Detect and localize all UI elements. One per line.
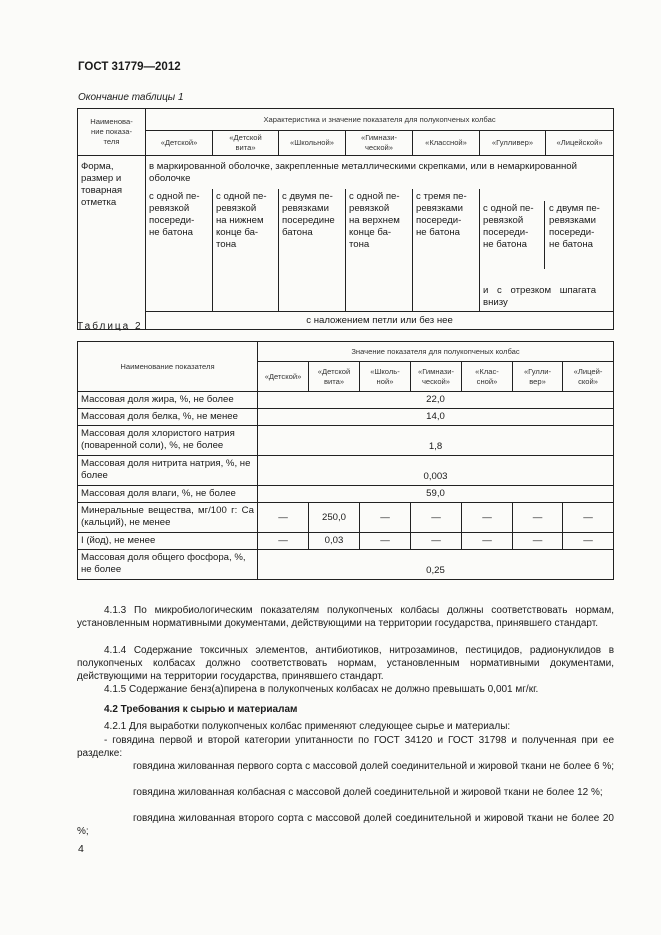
document-header: ГОСТ 31779—2012 [78, 61, 181, 73]
t2-value: 22,0 [258, 392, 614, 409]
t1-cell: с двумя пе- ревязками посередине батона [279, 189, 346, 312]
t2-value: 250,0 [309, 503, 360, 533]
t1-column-header: «Школьной» [279, 131, 346, 156]
t2-row-label: Массовая доля белка, %, не менее [78, 409, 258, 426]
t2-column-header: «Гимнази- ческой» [411, 362, 462, 392]
t2-value: 0,03 [309, 533, 360, 550]
t2-value: — [411, 503, 462, 533]
paragraph-4-2-1: 4.2.1 Для выработки полукопченых колбас применяют следующее сырье и материалы: [104, 721, 511, 732]
table2-title: Таблица 2 [77, 321, 143, 332]
t1-row-span-text: в маркированной оболочке, закрепленные металлическими скрепками, или в немаркированной оболочке [146, 156, 614, 190]
t1-row-label: Форма, размер и товарная отметка [78, 156, 146, 330]
t2-value: 14,0 [258, 409, 614, 426]
list-item: говядина жилованная колбасная с массовой долей соединительной и жировой ткани не более 12 %; [133, 787, 603, 798]
t2-row-label: Массовая доля нитрита натрия, %, не более [78, 456, 258, 486]
t2-row-label: Минеральные вещества, мг/100 г: Са (кальций), не менее [78, 503, 258, 533]
t2-value: — [513, 503, 563, 533]
t2-value: 0,25 [258, 550, 614, 580]
t1-cell: с тремя пе- ревязками посереди- не батона [413, 189, 480, 312]
t1-column-header: «Лицейской» [546, 131, 614, 156]
t2-column-header: «Лицей- ской» [563, 362, 614, 392]
section-heading-4-2: 4.2 Требования к сырью и материалам [104, 704, 298, 715]
t1-extra-note: и с отрезком шпагата внизу [480, 283, 614, 312]
paragraph-4-1-5: 4.1.5 Содержание бенз(а)пирена в полукопченых колбасах не должно превышать 0,001 мг/кг. [104, 684, 539, 695]
t2-value: — [563, 533, 614, 550]
t1-cell: с одной пе- ревязкой на верхнем конце ба- тона [346, 189, 413, 312]
t1-column-header: «Гимнази- ческой» [346, 131, 413, 156]
t2-value: — [513, 533, 563, 550]
t1-bottom-span: с наложением петли или без нее [146, 312, 614, 330]
t2-value: 0,003 [258, 456, 614, 486]
t2-row-label: I (йод), не менее [78, 533, 258, 550]
t2-value: — [462, 503, 513, 533]
t2-value: — [258, 503, 309, 533]
t2-value: — [360, 533, 411, 550]
t2-value: — [563, 503, 614, 533]
t2-value: 59,0 [258, 486, 614, 503]
t1-cell: с одной пе- ревязкой посереди- не батона [483, 203, 534, 250]
t2-value: — [258, 533, 309, 550]
list-item: говядина жилованная второго сорта с массовой долей соединительной и жировой ткани не более 20 %; [77, 813, 614, 838]
list-item: - говядина первой и второй категории упитанности по ГОСТ 34120 и ГОСТ 31798 и полученная при ее разделке: [77, 735, 614, 760]
t2-group-header: Значение показателя для полукопченых колбас [258, 342, 614, 362]
table1 [77, 108, 614, 330]
t1-column-header: «Детской вита» [213, 131, 279, 156]
t2-row-label: Массовая доля жира, %, не более [78, 392, 258, 409]
table1-caption: Окончание таблицы 1 [78, 92, 184, 103]
t2-column-header: «Школь- ной» [360, 362, 411, 392]
t1-col0-header: Наименова- ние показа- теля [78, 109, 146, 156]
t2-value: — [360, 503, 411, 533]
page-number: 4 [78, 843, 84, 855]
t2-row-label: Массовая доля хлористого натрия (поваренной соли), %, не более [78, 426, 258, 456]
t2-value: — [411, 533, 462, 550]
t1-cell: с двумя пе- ревязками посереди- не батона [544, 201, 610, 269]
t2-row-label: Массовая доля общего фосфора, %, не более [78, 550, 258, 580]
t1-column-header: «Детской» [146, 131, 213, 156]
t1-column-header: «Классной» [413, 131, 480, 156]
t2-column-header: «Клас- сной» [462, 362, 513, 392]
paragraph-4-1-3: 4.1.3 По микробиологическим показателям полукопченых колбасы должны соответствовать нормам, установленным нормативными документами, действующими на территории государства, принявшего стандарт. [77, 605, 614, 630]
t1-cell: с одной пе- ревязкой посереди- не батона [146, 189, 213, 312]
t1-column-header: «Гулливер» [480, 131, 546, 156]
t2-row-label: Массовая доля влаги, %, не более [78, 486, 258, 503]
table2 [77, 341, 614, 580]
t2-column-header: «Детской» [258, 362, 309, 392]
t2-value: — [462, 533, 513, 550]
t2-col0-header: Наименование показателя [78, 342, 258, 392]
t1-cell-pair [480, 189, 614, 283]
t2-column-header: «Детской вита» [309, 362, 360, 392]
t1-cell: с одной пе- ревязкой на нижнем конце ба- тона [213, 189, 279, 312]
t1-group-header: Характеристика и значение показателя для полукопченых колбас [146, 109, 614, 131]
paragraph-4-1-4: 4.1.4 Содержание токсичных элементов, антибиотиков, нитрозаминов, пестицидов, радионуклидов в полукопченых колбасах должно соответствовать нормам, установленным нормативными документами, действующими на территории государства, принявшего стандарт. [77, 645, 614, 683]
t2-column-header: «Гулли- вер» [513, 362, 563, 392]
list-item: говядина жилованная первого сорта с массовой долей соединительной и жировой ткани не более 6 %; [133, 761, 615, 772]
t2-value: 1,8 [258, 426, 614, 456]
